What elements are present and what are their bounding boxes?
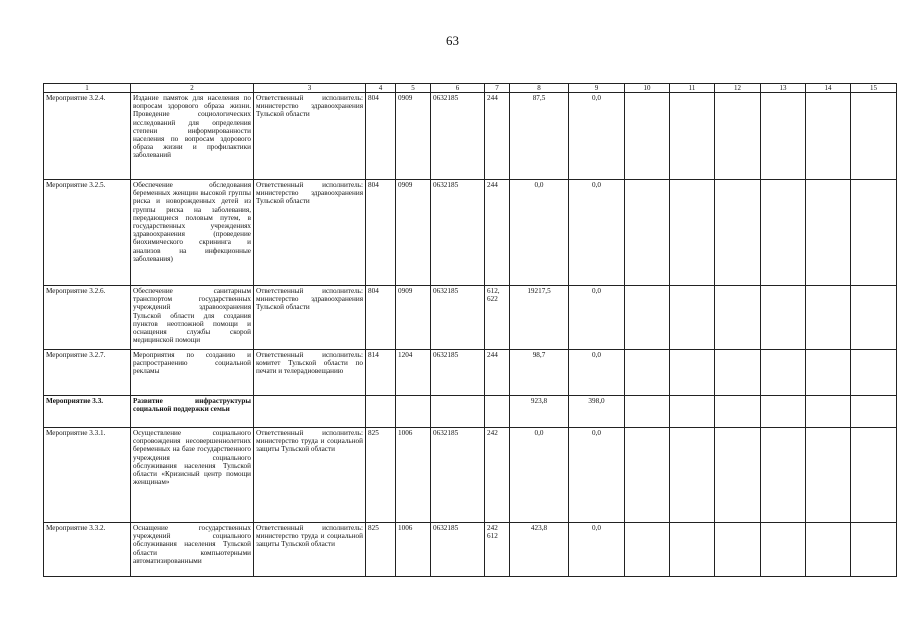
empty-cell <box>625 428 670 523</box>
column-number: 10 <box>625 84 670 93</box>
empty-cell <box>806 428 851 523</box>
cell-col-9: 0,0 <box>569 180 625 286</box>
cell-col-4: 825 <box>366 523 396 577</box>
cell-col-4: 804 <box>366 93 396 180</box>
cell-col-4: 804 <box>366 286 396 350</box>
empty-cell <box>670 93 715 180</box>
empty-cell <box>761 350 806 396</box>
empty-cell <box>715 396 761 428</box>
table-row <box>44 93 897 180</box>
empty-cell <box>761 428 806 523</box>
empty-cell <box>715 350 761 396</box>
cell-col-7: 244 <box>485 93 510 180</box>
empty-cell <box>806 286 851 350</box>
empty-cell <box>715 523 761 577</box>
cell-col-7: 244 <box>485 180 510 286</box>
empty-cell <box>761 523 806 577</box>
column-number: 7 <box>485 84 510 93</box>
cell-col-6: 0632185 <box>431 350 485 396</box>
table-row <box>44 180 897 286</box>
measure-executor <box>254 396 366 428</box>
empty-cell <box>851 523 897 577</box>
column-number: 13 <box>761 84 806 93</box>
measure-description: Обеспечение санитарным транспортом государственных учреждений здравоохранения Тульской области для создания пунктов неотложной помощи и оснащения службы скорой медицинской помощи <box>131 286 254 350</box>
cell-col-8: 19217,5 <box>510 286 569 350</box>
column-number: 1 <box>44 84 131 93</box>
cell-col-9: 0,0 <box>569 286 625 350</box>
cell-col-7: 242 <box>485 428 510 523</box>
cell-col-7 <box>485 396 510 428</box>
table-row <box>44 396 897 428</box>
empty-cell <box>851 428 897 523</box>
cell-col-5: 0909 <box>396 180 431 286</box>
empty-cell <box>715 93 761 180</box>
column-number: 2 <box>131 84 254 93</box>
empty-cell <box>806 93 851 180</box>
cell-col-8: 0,0 <box>510 428 569 523</box>
cell-col-9: 0,0 <box>569 523 625 577</box>
column-number-row <box>44 84 897 93</box>
table-row <box>44 523 897 577</box>
empty-cell <box>715 286 761 350</box>
empty-cell <box>715 428 761 523</box>
cell-col-4: 825 <box>366 428 396 523</box>
empty-cell <box>761 93 806 180</box>
empty-cell <box>806 523 851 577</box>
cell-col-6: 0632185 <box>431 523 485 577</box>
cell-col-7: 244 <box>485 350 510 396</box>
empty-cell <box>806 350 851 396</box>
measure-name: Мероприятие 3.2.4. <box>44 93 131 180</box>
empty-cell <box>851 286 897 350</box>
table-row <box>44 286 897 350</box>
measure-description: Мероприятия по созданию и распространению социальной рекламы <box>131 350 254 396</box>
cell-col-9: 0,0 <box>569 350 625 396</box>
cell-col-8: 0,0 <box>510 180 569 286</box>
empty-cell <box>761 396 806 428</box>
empty-cell <box>625 350 670 396</box>
column-number: 4 <box>366 84 396 93</box>
empty-cell <box>761 180 806 286</box>
measure-description: Развитие инфраструктуры социальной поддержки семьи <box>131 396 254 428</box>
column-number: 15 <box>851 84 897 93</box>
table-row <box>44 428 897 523</box>
cell-col-6 <box>431 396 485 428</box>
cell-col-7: 612, 622 <box>485 286 510 350</box>
column-number: 8 <box>510 84 569 93</box>
cell-col-8: 87,5 <box>510 93 569 180</box>
measure-executor: Ответственный исполнитель: министерство здравоохранения Тульской области <box>254 93 366 180</box>
measure-description: Оснащение государственных учреждений социального обслуживания населения Тульской области компьютерными автоматизированными <box>131 523 254 577</box>
column-number: 6 <box>431 84 485 93</box>
empty-cell <box>670 523 715 577</box>
cell-col-6: 0632185 <box>431 93 485 180</box>
empty-cell <box>670 350 715 396</box>
empty-cell <box>625 93 670 180</box>
cell-col-6: 0632185 <box>431 180 485 286</box>
empty-cell <box>625 180 670 286</box>
measure-name: Мероприятие 3.2.6. <box>44 286 131 350</box>
measure-executor: Ответственный исполнитель: комитет Тульской области по печати и телерадиовещанию <box>254 350 366 396</box>
measure-name: Мероприятие 3.2.7. <box>44 350 131 396</box>
measure-description: Издание памяток для населения по вопросам здорового образа жизни. Проведение социологических исследований для определения степени информированности населения по вопросам здорового образа жизни и профилактики заболеваний <box>131 93 254 180</box>
cell-col-8: 423,8 <box>510 523 569 577</box>
cell-col-9: 398,0 <box>569 396 625 428</box>
empty-cell <box>625 396 670 428</box>
measure-name: Мероприятие 3.3.1. <box>44 428 131 523</box>
column-number: 11 <box>670 84 715 93</box>
column-number: 5 <box>396 84 431 93</box>
empty-cell <box>851 350 897 396</box>
cell-col-6: 0632185 <box>431 286 485 350</box>
empty-cell <box>851 93 897 180</box>
empty-cell <box>851 180 897 286</box>
empty-cell <box>806 396 851 428</box>
measure-executor: Ответственный исполнитель: министерство здравоохранения Тульской области <box>254 286 366 350</box>
empty-cell <box>670 180 715 286</box>
cell-col-4: 804 <box>366 180 396 286</box>
measure-name: Мероприятие 3.3.2. <box>44 523 131 577</box>
measure-description: Осуществление социального сопровождения несовершеннолетних беременных на базе государственного учреждения социального обслуживания населения Тульской области «Кризисный центр помощи женщинам» <box>131 428 254 523</box>
measure-executor: Ответственный исполнитель: министерство здравоохранения Тульской области <box>254 180 366 286</box>
cell-col-5 <box>396 396 431 428</box>
program-measures-table <box>43 83 897 577</box>
empty-cell <box>715 180 761 286</box>
measure-name: Мероприятие 3.2.5. <box>44 180 131 286</box>
empty-cell <box>625 286 670 350</box>
empty-cell <box>851 396 897 428</box>
column-number: 9 <box>569 84 625 93</box>
cell-col-7: 242 612 <box>485 523 510 577</box>
column-number: 12 <box>715 84 761 93</box>
page-number: 63 <box>446 33 459 48</box>
measure-description: Обеспечение обследования беременных женщин высокой группы риска и новорожденных детей из группы риска на заболевания, передающиеся половым путем, в государственных учреждениях здравоохранения (проведение биохимического скрининга и анализов на инфекционные заболевания) <box>131 180 254 286</box>
table-row <box>44 350 897 396</box>
cell-col-9: 0,0 <box>569 93 625 180</box>
empty-cell <box>625 523 670 577</box>
cell-col-4 <box>366 396 396 428</box>
cell-col-5: 1006 <box>396 428 431 523</box>
empty-cell <box>670 396 715 428</box>
measure-executor: Ответственный исполнитель: министерство труда и социальной защиты Тульской области <box>254 523 366 577</box>
cell-col-5: 1204 <box>396 350 431 396</box>
empty-cell <box>806 180 851 286</box>
cell-col-4: 814 <box>366 350 396 396</box>
cell-col-9: 0,0 <box>569 428 625 523</box>
cell-col-8: 98,7 <box>510 350 569 396</box>
cell-col-8: 923,8 <box>510 396 569 428</box>
column-number: 14 <box>806 84 851 93</box>
empty-cell <box>670 428 715 523</box>
empty-cell <box>761 286 806 350</box>
cell-col-6: 0632185 <box>431 428 485 523</box>
cell-col-5: 1006 <box>396 523 431 577</box>
measure-name: Мероприятие 3.3. <box>44 396 131 428</box>
empty-cell <box>670 286 715 350</box>
cell-col-5: 0909 <box>396 93 431 180</box>
cell-col-5: 0909 <box>396 286 431 350</box>
measure-executor: Ответственный исполнитель: министерство труда и социальной защиты Тульской области <box>254 428 366 523</box>
column-number: 3 <box>254 84 366 93</box>
